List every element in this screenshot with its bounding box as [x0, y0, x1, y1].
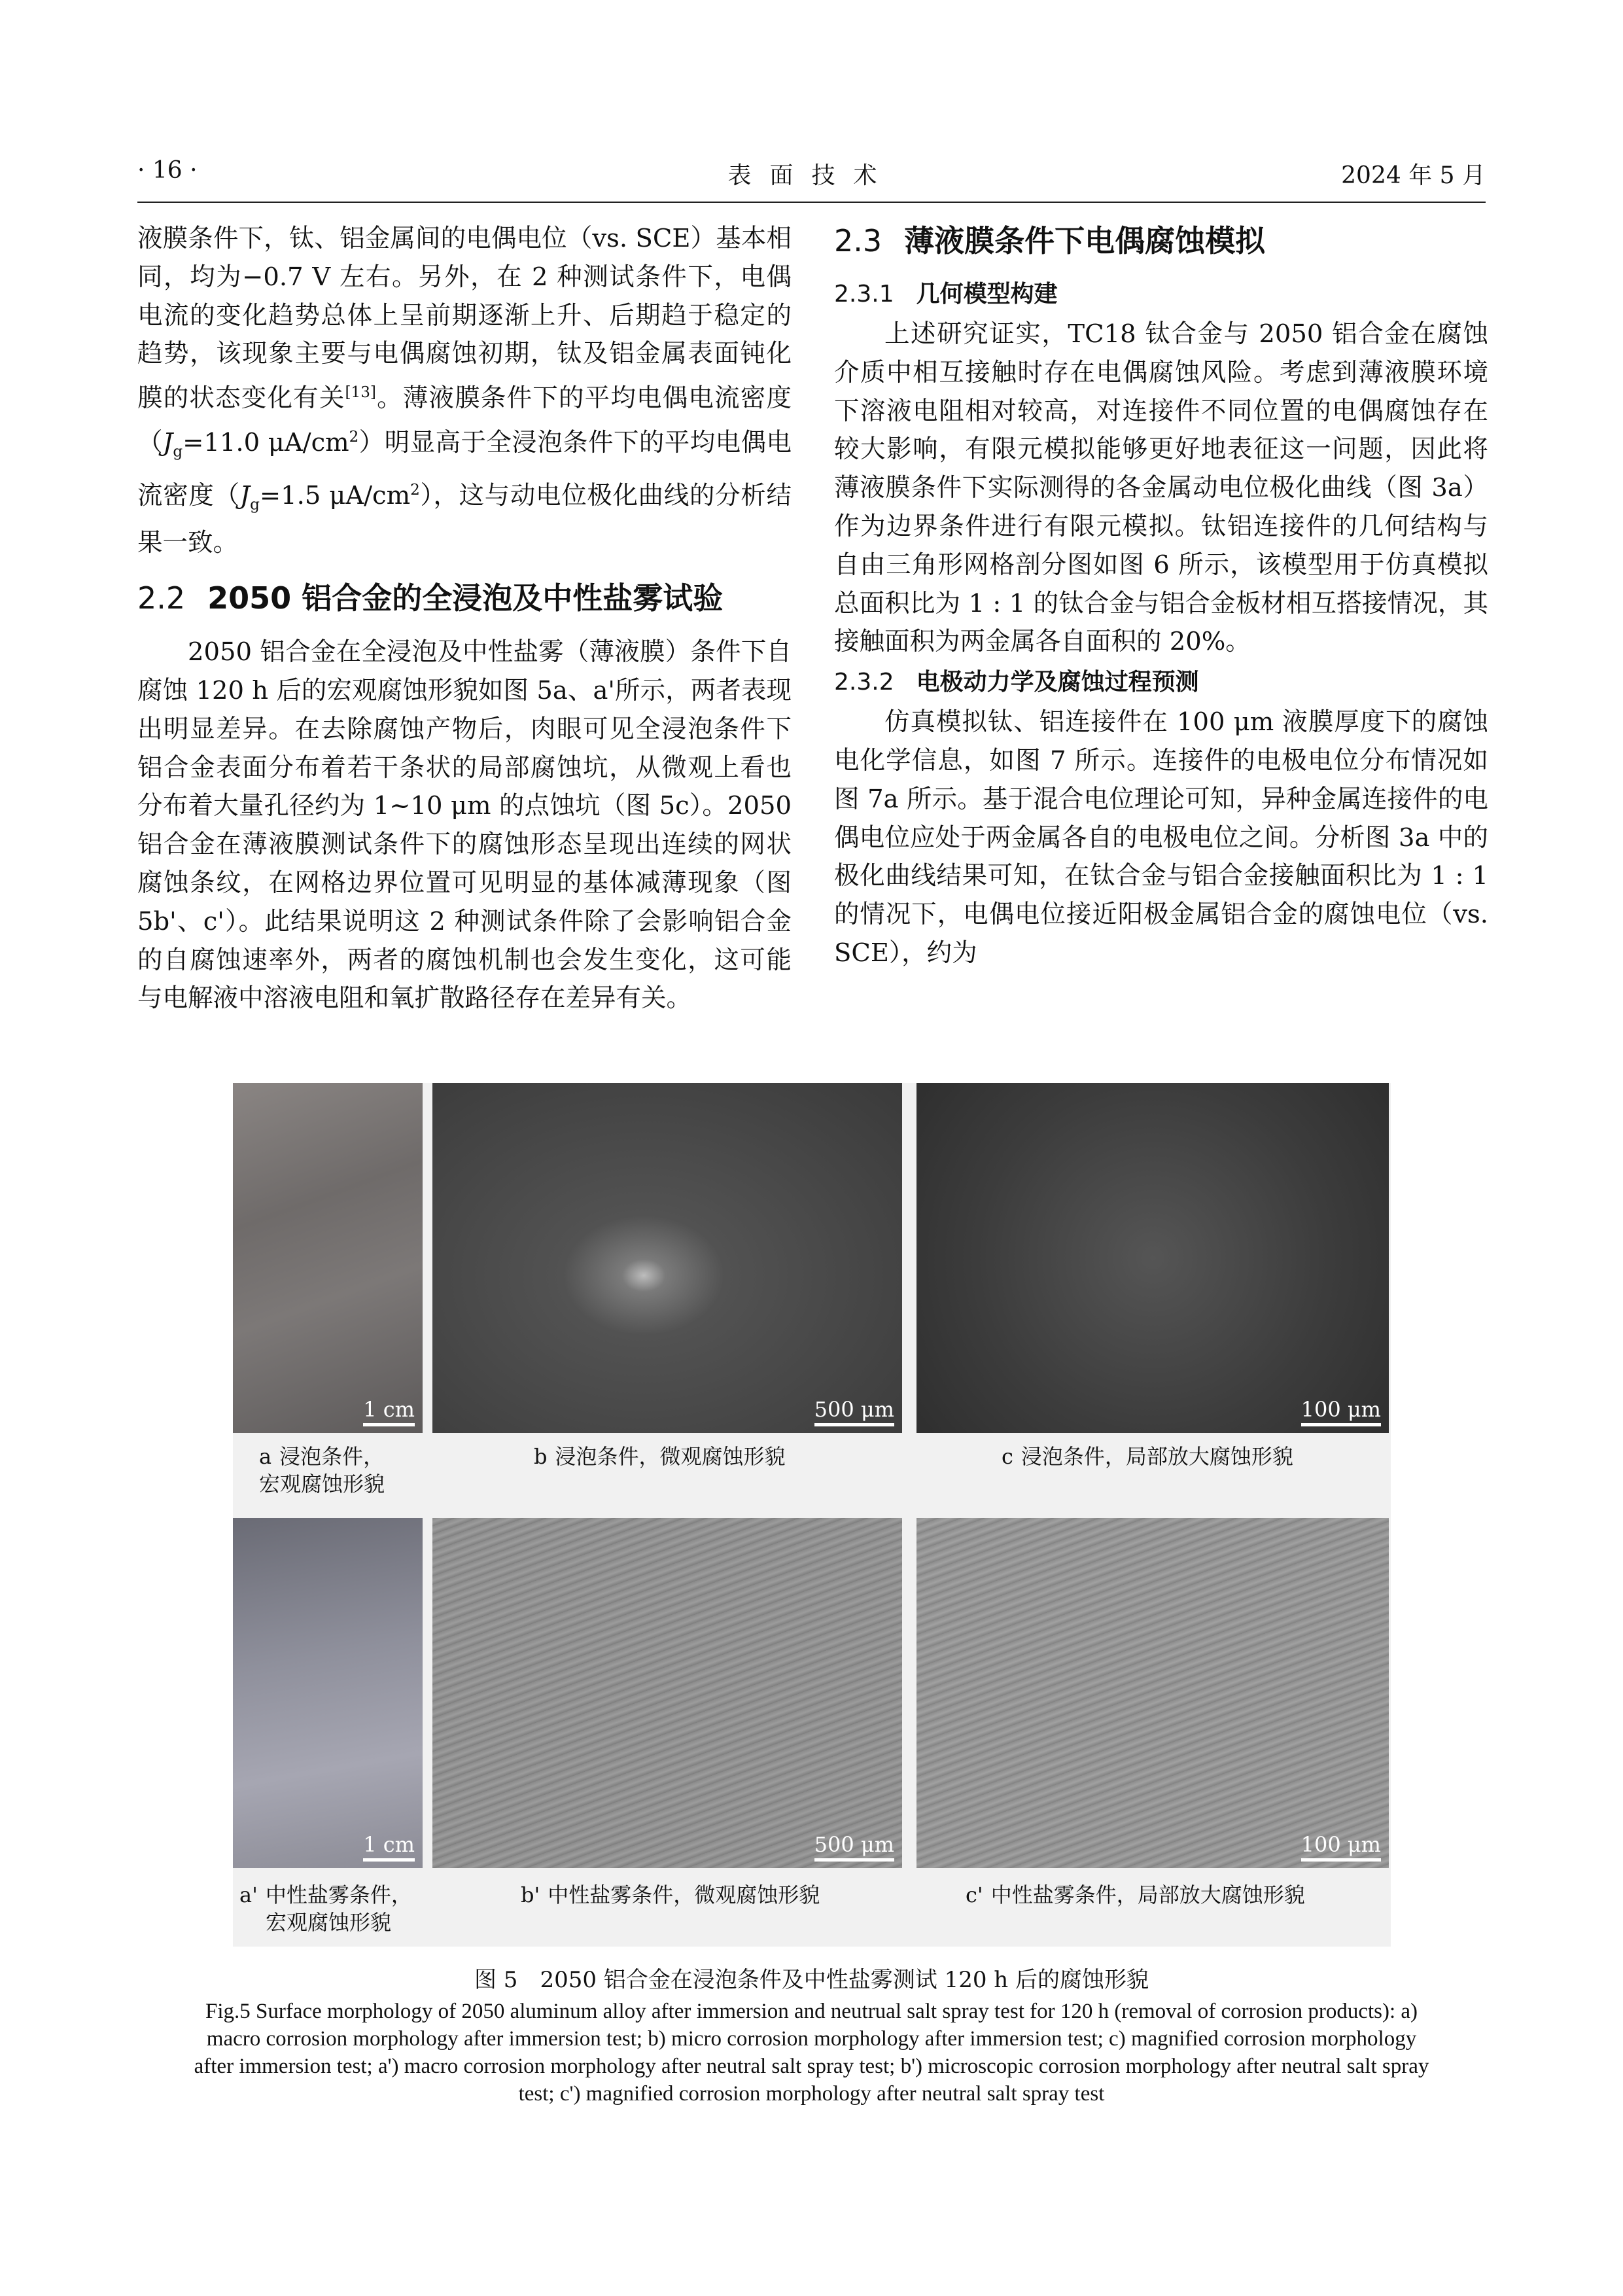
panel-c-caption: c 浸泡条件，局部放大腐蚀形貌 — [1002, 1444, 1293, 1469]
panel-a-prime-image — [233, 1518, 423, 1868]
citation[interactable]: [13] — [345, 384, 376, 402]
scale-bar: 1 cm — [363, 1397, 415, 1426]
scale-bar: 1 cm — [363, 1832, 415, 1862]
paragraph: 上述研究证实，TC18 钛合金与 2050 铝合金在腐蚀介质中相互接触时存在电偶腐蚀风险。考虑到薄液膜环境下溶液电阻相对较高，对连接件不同位置的电偶腐蚀存在较大影响，有限元模拟能够更好地表征这一问题，因此将薄液膜条件下实际测得的各金属动电位极化曲线（图 3a）作为边界条件进行有限元模拟。钛铝连接件的几何结构与自由三角形网格剖分图如图 6 所示，该模型用于仿真模拟总面积比为 1 : 1 的钛合金与铝合金板材相互搭接情况，其接触面积为两金属各自面积的 20%。 — [834, 319, 1488, 657]
subsection-heading: 2.3.2 电极动力学及腐蚀过程预测 — [834, 669, 1199, 696]
scale-bar: 500 μm — [814, 1397, 894, 1426]
scale-bar: 100 μm — [1301, 1832, 1381, 1862]
figure-caption-zh: 图 5 2050 铝合金在浸泡条件及中性盐雾测试 120 h 后的腐蚀形貌 — [474, 1967, 1149, 1993]
paragraph: 仿真模拟钛、铝连接件在 100 μm 液膜厚度下的腐蚀电化学信息，如图 7 所示。连接件的电极电位分布情况如图 7a 所示。基于混合电位理论可知，异种金属连接件的电偶电位应处于两金属各自的电极电位之间。分析图 3a 中的极化曲线结果可知，在钛合金与铝合金接触面积比为 1 : 1 的情况下，电偶电位接近阳极金属铝合金的腐蚀电位（vs. SCE），约为 — [834, 707, 1488, 968]
panel-b-image — [432, 1083, 902, 1433]
section-heading: 2.2 2050 铝合金的全浸泡及中性盐雾试验 — [137, 580, 724, 616]
panel-a-image — [233, 1083, 423, 1433]
paragraph: 2050 铝合金在全浸泡及中性盐雾（薄液膜）条件下自腐蚀 120 h 后的宏观腐蚀形貌如图 5a、a'所示，两者表现出明显差异。在去除腐蚀产物后，肉眼可见全浸泡条件下铝合金表面分布着若干条状的局部腐蚀坑，从微观上看也分布着大量孔径约为 1~10 μm 的点蚀坑（图 5c）。2050 铝合金在薄液膜测试条件下的腐蚀形态呈现出连续的网状腐蚀条纹，在网格边界位置可见明显的基体减薄现象（图 5b'、c'）。此结果说明这 2 种测试条件除了会影响铝合金的自腐蚀速率外，两者的腐蚀机制也会发生变化，这可能与电解液中溶液电阻和氧扩散路径存在差异有关。 — [137, 637, 792, 1014]
journal-title: 表面技术 — [727, 162, 896, 189]
panel-a-prime-caption: a' 中性盐雾条件， 宏观腐蚀形貌 — [239, 1882, 412, 1935]
paragraph: 液膜条件下，钛、铝金属间的电偶电位（vs. SCE）基本相同，均为−0.7 V 左右。另外，在 2 种测试条件下，电偶电流的变化趋势总体上呈前期逐渐上升、后期趋于稳定的趋势，该现象主要与电偶腐蚀初期，钛及铝金属表面钝化膜的状态变化有关[13]。薄液膜条件下的平均电偶电流密度（$J_g=11.0$ $\mu A/cm^2$）明显高于全浸泡条件下的平均电偶电流密度（$J_g=1.5$ $\mu A/cm^2$），这与动电位极化曲线的分析结果一致。 — [137, 224, 792, 558]
scale-bar: 500 μm — [814, 1832, 894, 1862]
panel-b-prime-caption: b' 中性盐雾条件，微观腐蚀形貌 — [521, 1882, 820, 1907]
figure-caption — [137, 1966, 1486, 2108]
running-header — [137, 157, 1486, 196]
left-column — [137, 220, 792, 1018]
figure-5 — [233, 1083, 1391, 1947]
page-number: · 16 · — [137, 157, 198, 184]
section-heading: 2.3 薄液膜条件下电偶腐蚀模拟 — [834, 223, 1266, 258]
figure-caption-en: Fig.5 Surface morphology of 2050 aluminum alloy after immersion and neutrual salt spray test for 120 h (removal of corrosion products): a) macro corrosion morphology after immersion test; b) micro corrosion morphology after immersion test; c) magnified corrosion morphology after immersion test; a') macro corrosion morphology after neutral salt spray test; b') microscopic corrosion morphology after neutral salt spray test; c') magnified corrosion morphology after neutral salt spray test — [194, 2000, 1429, 2106]
header-rule — [137, 202, 1486, 203]
issue-date: 2024 年 5 月 — [1341, 162, 1486, 189]
panel-c-image — [916, 1083, 1389, 1433]
panel-a-caption: a 浸泡条件， 宏观腐蚀形貌 — [259, 1444, 385, 1496]
subsection-heading: 2.3.1 几何模型构建 — [834, 281, 1058, 308]
panel-b-caption: b 浸泡条件，微观腐蚀形貌 — [534, 1444, 786, 1469]
panel-b-prime-image — [432, 1518, 902, 1868]
panel-c-prime-image — [916, 1518, 1389, 1868]
panel-c-prime-caption: c' 中性盐雾条件，局部放大腐蚀形貌 — [966, 1882, 1305, 1907]
right-column — [834, 220, 1488, 973]
scale-bar: 100 μm — [1301, 1397, 1381, 1426]
